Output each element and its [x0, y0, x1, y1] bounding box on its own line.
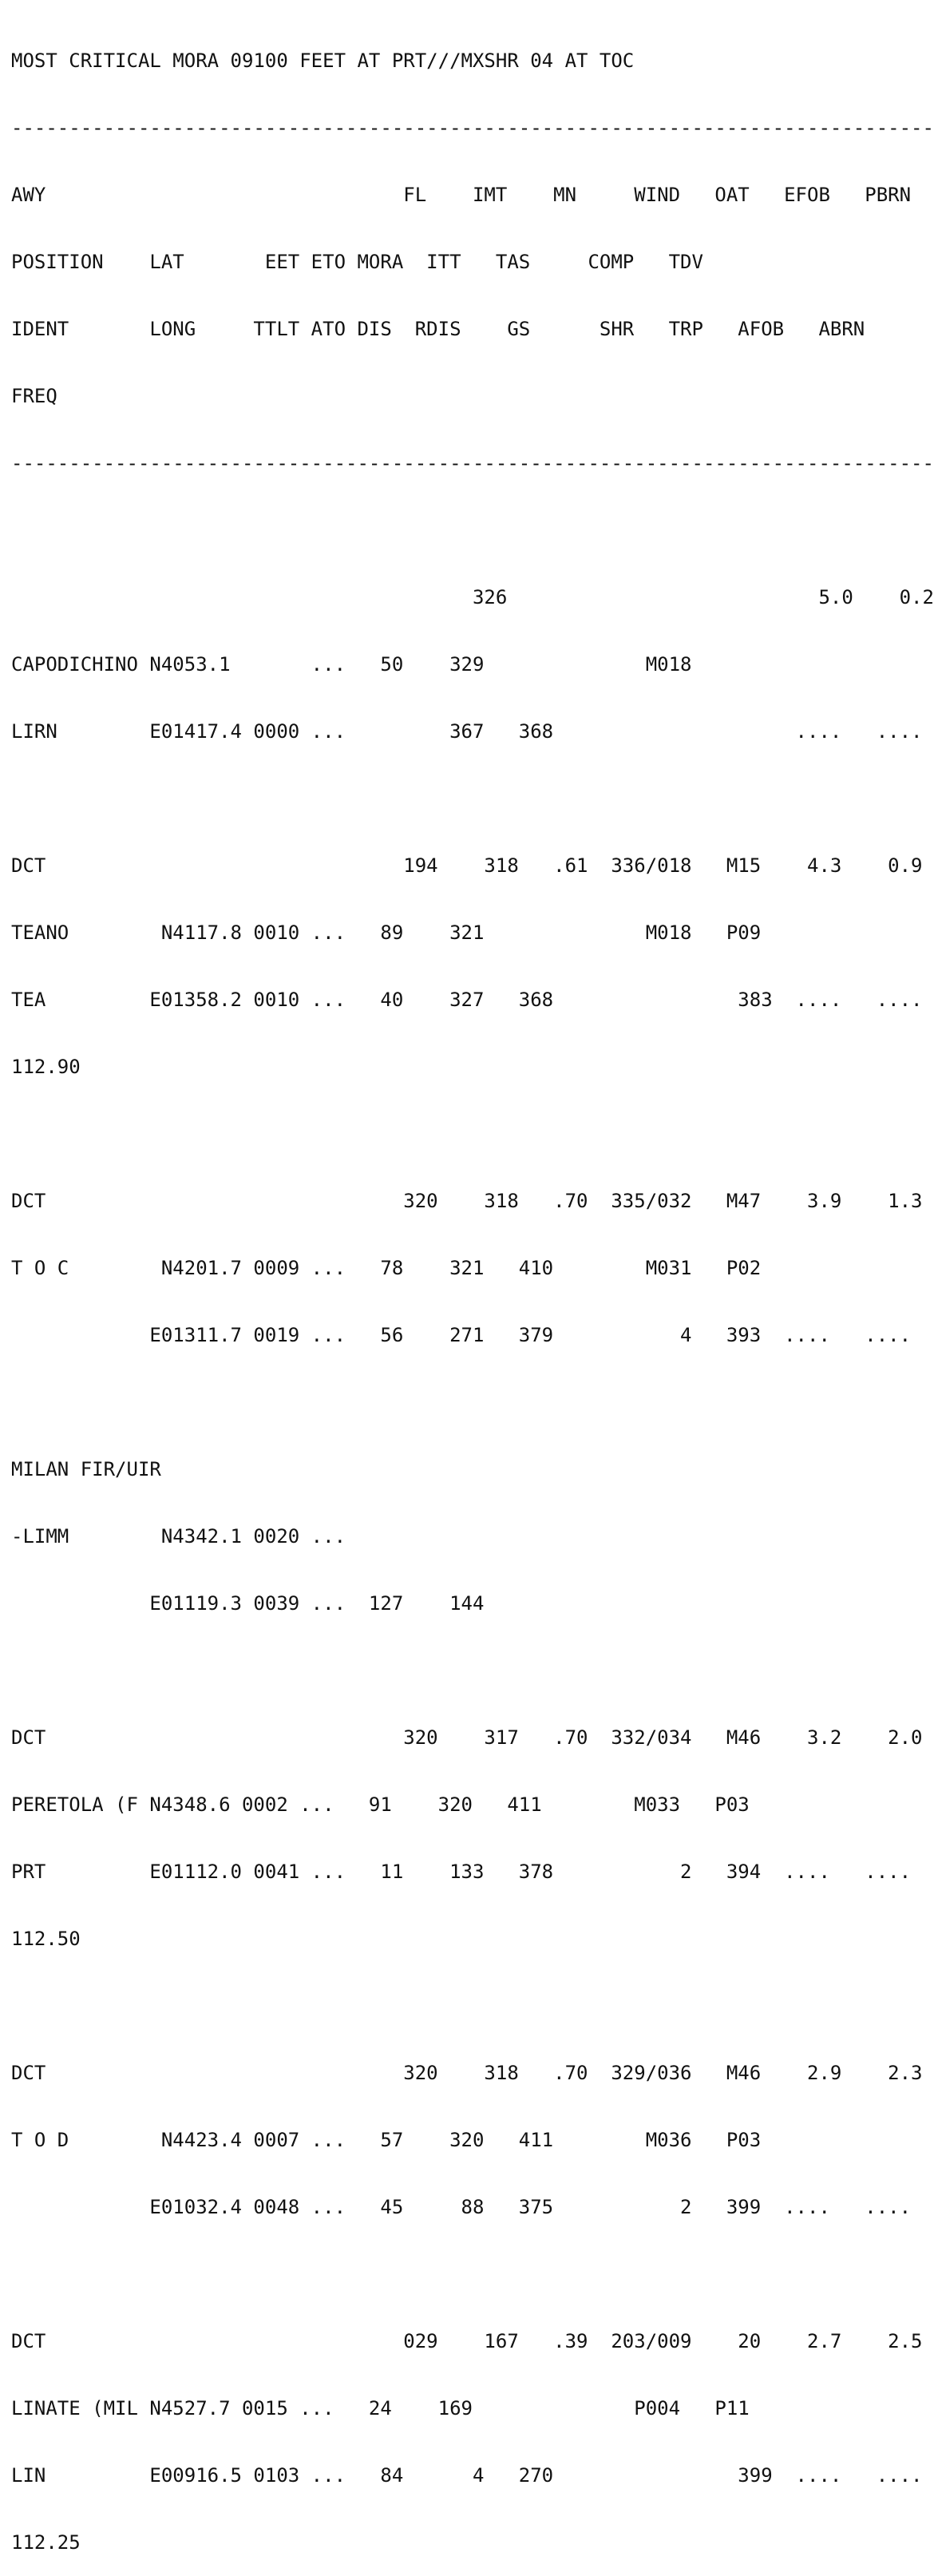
column-header-row: IDENT LONG TTLT ATO DIS RDIS GS SHR TRP AFOB ABRN	[11, 318, 865, 340]
log-line	[11, 2263, 934, 2285]
log-line: T O C N4201.7 0009 ... 78 321 410 M031 P02	[11, 1257, 762, 1279]
log-line: E01119.3 0039 ... 127 144	[11, 1592, 485, 1615]
separator-line: --------------------------------------------------------------------------------	[11, 117, 934, 139]
log-line	[11, 519, 934, 541]
log-line: 112.50	[11, 1928, 81, 1950]
log-line: 112.90	[11, 1056, 81, 1078]
flight-plan-log	[11, 5, 934, 2576]
log-line: PERETOLA (F N4348.6 0002 ... 91 320 411 M033 P03	[11, 1793, 750, 1816]
log-line: DCT 320 317 .70 332/034 M46 3.2 2.0	[11, 1726, 923, 1749]
log-line: LINATE (MIL N4527.7 0015 ... 24 169 P004 P11	[11, 2397, 750, 2419]
column-header-row: AWY FL IMT MN WIND OAT EFOB PBRN	[11, 184, 912, 206]
separator-line: --------------------------------------------------------------------------------	[11, 452, 934, 474]
log-line: 112.25	[11, 2531, 81, 2554]
log-line: PRT E01112.0 0041 ... 11 133 378 2 394 .... ....	[11, 1861, 912, 1883]
log-line: TEA E01358.2 0010 ... 40 327 368 383 .... ....	[11, 989, 923, 1011]
mora-summary-title: MOST CRITICAL MORA 09100 FEET AT PRT///MXSHR 04 AT TOC	[11, 50, 635, 72]
log-line	[11, 1995, 934, 2017]
log-line: MILAN FIR/UIR	[11, 1458, 161, 1480]
log-line: DCT 320 318 .70 335/032 M47 3.9 1.3	[11, 1190, 923, 1212]
log-line: TEANO N4117.8 0010 ... 89 321 M018 P09	[11, 921, 762, 944]
log-line: E01032.4 0048 ... 45 88 375 2 399 .... ....	[11, 2196, 912, 2218]
log-line	[11, 787, 934, 810]
log-line	[11, 1391, 934, 1413]
log-line	[11, 1123, 934, 1145]
log-line: E01311.7 0019 ... 56 271 379 4 393 .... ....	[11, 1324, 912, 1346]
log-line: 326 5.0 0.2	[11, 586, 934, 608]
log-line: CAPODICHINO N4053.1 ... 50 329 M018	[11, 653, 692, 676]
log-line: T O D N4423.4 0007 ... 57 320 411 M036 P03	[11, 2129, 762, 2151]
log-line	[11, 1659, 934, 1682]
log-line: LIRN E01417.4 0000 ... 367 368 .... ....	[11, 720, 923, 743]
column-header-row: POSITION LAT EET ETO MORA ITT TAS COMP TDV	[11, 251, 703, 273]
log-line: DCT 194 318 .61 336/018 M15 4.3 0.9	[11, 854, 923, 877]
log-line: LIN E00916.5 0103 ... 84 4 270 399 .... ....	[11, 2464, 923, 2487]
log-line: DCT 029 167 .39 203/009 20 2.7 2.5	[11, 2330, 923, 2352]
log-line: -LIMM N4342.1 0020 ...	[11, 1525, 346, 1548]
column-header-row: FREQ	[11, 385, 57, 407]
log-line: DCT 320 318 .70 329/036 M46 2.9 2.3	[11, 2062, 923, 2084]
